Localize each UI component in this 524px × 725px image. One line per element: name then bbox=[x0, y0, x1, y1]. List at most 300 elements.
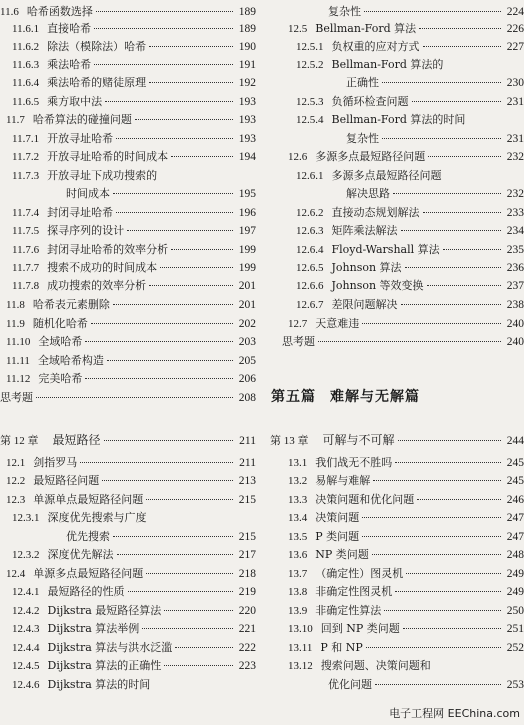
dot-leader bbox=[423, 46, 502, 47]
page-number: 193 bbox=[238, 96, 256, 108]
entry-number: 12.5.1 bbox=[296, 41, 324, 53]
entry-number: 12.6.6 bbox=[296, 280, 324, 292]
entry-title: 开放寻址哈希 bbox=[47, 132, 114, 145]
entry-number: 11.7.3 bbox=[12, 170, 40, 182]
toc-entry bbox=[270, 94, 524, 110]
toc-entry bbox=[0, 21, 256, 37]
toc-entry bbox=[0, 4, 256, 20]
toc-entry bbox=[270, 584, 524, 600]
entry-title: 乘法哈希 bbox=[47, 58, 92, 71]
dot-leader bbox=[171, 249, 233, 250]
entry-number: 13.10 bbox=[288, 623, 313, 635]
entry-title: 完美哈希 bbox=[38, 372, 83, 385]
dot-leader bbox=[80, 462, 233, 463]
entry-title: 剑指罗马 bbox=[33, 456, 78, 469]
dot-leader bbox=[428, 156, 501, 157]
entry-number: 第 13 章 bbox=[270, 435, 309, 447]
toc-entry bbox=[270, 547, 524, 563]
page-number: 237 bbox=[506, 280, 524, 292]
page-number: 251 bbox=[506, 623, 524, 635]
toc-entry bbox=[0, 278, 256, 294]
dot-leader bbox=[94, 64, 233, 65]
entry-title: 时间成本 bbox=[66, 187, 110, 200]
toc-entry bbox=[0, 186, 256, 202]
dot-leader bbox=[401, 230, 502, 231]
dot-leader bbox=[116, 212, 233, 213]
entry-number: 12.7 bbox=[288, 318, 308, 330]
page-number: 245 bbox=[506, 475, 524, 487]
page-number: 192 bbox=[238, 77, 256, 89]
toc-entry bbox=[270, 603, 524, 619]
dot-leader bbox=[91, 323, 233, 324]
page-number: 230 bbox=[506, 77, 524, 89]
toc-entry bbox=[0, 473, 256, 489]
entry-number: 11.7.1 bbox=[12, 133, 40, 145]
entry-number: 12.6 bbox=[288, 151, 308, 163]
page-number: 231 bbox=[506, 96, 524, 108]
entry-title: 开放寻址下成功搜索的 bbox=[47, 169, 158, 182]
entry-number: 12.4.2 bbox=[12, 605, 40, 617]
toc-entry bbox=[0, 492, 256, 508]
entry-title: 随机化哈希 bbox=[32, 317, 88, 330]
dot-leader bbox=[116, 138, 233, 139]
toc-entry bbox=[270, 149, 524, 165]
page-number: 235 bbox=[506, 244, 524, 256]
page-number: 231 bbox=[506, 133, 524, 145]
entry-number: 12.6.1 bbox=[296, 170, 324, 182]
dot-leader bbox=[362, 517, 501, 518]
toc-entry bbox=[270, 223, 524, 239]
page-number: 221 bbox=[238, 623, 256, 635]
toc-entry bbox=[270, 131, 524, 147]
page-number: 202 bbox=[238, 318, 256, 330]
entry-number: 13.9 bbox=[288, 605, 308, 617]
entry-number: 12.3.1 bbox=[12, 512, 40, 524]
entry-title: 搜索问题、决策问题和 bbox=[320, 659, 431, 672]
dot-leader bbox=[113, 193, 233, 194]
entry-title: 哈希算法的碰撞问题 bbox=[32, 113, 132, 126]
entry-title: 负权重的应对方式 bbox=[331, 40, 420, 53]
entry-title: 封闭寻址哈希 bbox=[47, 206, 114, 219]
dot-leader bbox=[318, 341, 501, 342]
entry-title: 直接动态规划解法 bbox=[331, 206, 420, 219]
page-number: 233 bbox=[506, 207, 524, 219]
dot-leader bbox=[149, 82, 233, 83]
entry-number: 13.4 bbox=[288, 512, 308, 524]
page-number: 199 bbox=[238, 244, 256, 256]
entry-title: 决策问题和优化问题 bbox=[315, 493, 415, 506]
toc-entry bbox=[0, 57, 256, 73]
dot-leader bbox=[406, 573, 501, 574]
entry-title: 探寻序列的设计 bbox=[47, 224, 125, 237]
toc-entry bbox=[270, 21, 524, 37]
dot-leader bbox=[107, 360, 233, 361]
dot-leader bbox=[142, 628, 233, 629]
entry-title: 全域哈希构造 bbox=[37, 354, 104, 367]
dot-leader bbox=[412, 101, 502, 102]
entry-number: 12.4.3 bbox=[12, 623, 40, 635]
toc-entry bbox=[270, 566, 524, 582]
toc-entry bbox=[270, 334, 524, 350]
entry-number: 11.12 bbox=[6, 373, 31, 385]
toc-entry bbox=[270, 473, 524, 489]
toc-entry bbox=[0, 640, 256, 656]
page-number: 201 bbox=[238, 299, 256, 311]
entry-title: 直接哈希 bbox=[47, 22, 92, 35]
entry-title: P 类问题 bbox=[315, 530, 360, 543]
entry-title: 多源多点最短路径问题 bbox=[331, 169, 442, 182]
entry-number: 13.3 bbox=[288, 494, 308, 506]
entry-title: 单源单点最短路径问题 bbox=[33, 493, 144, 506]
page-number: 223 bbox=[238, 660, 256, 672]
dot-leader bbox=[149, 46, 233, 47]
dot-leader bbox=[164, 665, 233, 666]
page-number: 220 bbox=[238, 605, 256, 617]
page-number: 232 bbox=[506, 188, 524, 200]
dot-leader bbox=[443, 249, 501, 250]
entry-number: 12.4 bbox=[6, 568, 26, 580]
dot-leader bbox=[105, 101, 233, 102]
entry-title: 回到 NP 类问题 bbox=[320, 622, 400, 635]
entry-title: 最短路径 bbox=[52, 433, 101, 447]
entry-title: 深度优先解法 bbox=[47, 548, 114, 561]
dot-leader bbox=[164, 610, 233, 611]
page-number: 211 bbox=[239, 435, 256, 447]
page-number: 196 bbox=[238, 207, 256, 219]
page-number: 222 bbox=[238, 642, 256, 654]
dot-leader bbox=[417, 499, 501, 500]
entry-number: 12.5.3 bbox=[296, 96, 324, 108]
entry-title: 多源多点最短路径问题 bbox=[315, 150, 426, 163]
dot-leader bbox=[117, 554, 234, 555]
page-number: 215 bbox=[238, 531, 256, 543]
toc-entry bbox=[0, 75, 256, 91]
toc-entry bbox=[270, 640, 524, 656]
entry-title: 哈希函数选择 bbox=[26, 5, 93, 18]
dot-leader bbox=[375, 684, 501, 685]
entry-number: 11.7.7 bbox=[12, 262, 40, 274]
part-label: 第五篇 bbox=[271, 389, 316, 405]
entry-number: 13.12 bbox=[288, 660, 313, 672]
entry-number: 12.5 bbox=[288, 23, 308, 35]
entry-number: 12.6.2 bbox=[296, 207, 324, 219]
entry-number: 12.6.5 bbox=[296, 262, 324, 274]
dot-leader bbox=[382, 138, 501, 139]
entry-number: 12.4.5 bbox=[12, 660, 40, 672]
dot-leader bbox=[102, 480, 233, 481]
toc-entry bbox=[0, 149, 256, 165]
dot-leader bbox=[85, 378, 233, 379]
toc-entry bbox=[270, 57, 524, 73]
entry-title: Floyd-Warshall 算法 bbox=[331, 243, 440, 256]
page-number: 247 bbox=[506, 512, 524, 524]
entry-title: 乘法哈希的赌徒原理 bbox=[47, 76, 147, 89]
toc-entry bbox=[0, 658, 256, 674]
entry-title: （确定性）图灵机 bbox=[315, 567, 404, 580]
dot-leader bbox=[364, 11, 501, 12]
toc-entry bbox=[270, 510, 524, 526]
page-number: 193 bbox=[238, 133, 256, 145]
entry-number: 11.10 bbox=[6, 336, 31, 348]
entry-number: 11.7 bbox=[6, 114, 25, 126]
dot-leader bbox=[401, 304, 502, 305]
page-number: 189 bbox=[238, 23, 256, 35]
entry-title: 非确定性算法 bbox=[315, 604, 382, 617]
toc-entry bbox=[0, 390, 256, 406]
dot-leader bbox=[135, 119, 233, 120]
toc-entry bbox=[270, 186, 524, 202]
page-number: 244 bbox=[506, 435, 524, 447]
page-number: 190 bbox=[238, 41, 256, 53]
page-number: 238 bbox=[506, 299, 524, 311]
page-number: 253 bbox=[506, 679, 524, 691]
page-number: 193 bbox=[238, 114, 256, 126]
dot-leader bbox=[94, 28, 233, 29]
entry-number: 11.6 bbox=[0, 6, 19, 18]
dot-leader bbox=[113, 536, 233, 537]
dot-leader bbox=[146, 499, 233, 500]
entry-title: 封闭寻址哈希的效率分析 bbox=[47, 243, 169, 256]
entry-title: 单源多点最短路径问题 bbox=[33, 567, 144, 580]
toc-entry bbox=[0, 260, 256, 276]
dot-leader bbox=[96, 11, 233, 12]
entry-number: 11.6.1 bbox=[12, 23, 40, 35]
page-number: 206 bbox=[238, 373, 256, 385]
page-number: 203 bbox=[238, 336, 256, 348]
toc-entry bbox=[0, 584, 256, 600]
entry-title: 除法（模除法）哈希 bbox=[47, 40, 147, 53]
page-number: 240 bbox=[506, 318, 524, 330]
entry-number: 13.7 bbox=[288, 568, 308, 580]
page-number: 195 bbox=[238, 188, 256, 200]
entry-number: 12.5.2 bbox=[296, 59, 324, 71]
page-number: 227 bbox=[506, 41, 524, 53]
page-number: 197 bbox=[238, 225, 256, 237]
page-number: 199 bbox=[238, 262, 256, 274]
entry-number: 11.6.2 bbox=[12, 41, 40, 53]
entry-title: Bellman-Ford 算法 bbox=[315, 22, 417, 35]
entry-title: NP 类问题 bbox=[315, 548, 369, 561]
entry-title: 优先搜索 bbox=[66, 530, 110, 543]
entry-title: Dijkstra 最短路径算法 bbox=[47, 604, 162, 617]
entry-title: 搜索不成功的时间成本 bbox=[47, 261, 158, 274]
entry-title: Bellman-Ford 算法的 bbox=[331, 58, 444, 71]
page-number: 249 bbox=[506, 586, 524, 598]
toc-entry bbox=[270, 242, 524, 258]
entry-title: 乘方取中法 bbox=[47, 95, 103, 108]
page-number: 250 bbox=[506, 605, 524, 617]
entry-number: 11.7.2 bbox=[12, 151, 40, 163]
toc-entry bbox=[0, 112, 256, 128]
page-number: 218 bbox=[238, 568, 256, 580]
entry-number: 13.11 bbox=[288, 642, 313, 654]
page-number: 189 bbox=[238, 6, 256, 18]
toc-entry bbox=[270, 492, 524, 508]
entry-title: Johnson 等效变换 bbox=[331, 279, 424, 292]
toc-entry bbox=[270, 297, 524, 313]
entry-title: Dijkstra 算法与洪水泛滥 bbox=[47, 641, 173, 654]
entry-number: 11.7.5 bbox=[12, 225, 40, 237]
toc-entry bbox=[270, 168, 524, 184]
page-number: 226 bbox=[506, 23, 524, 35]
toc-entry bbox=[0, 168, 256, 184]
entry-number: 12.1 bbox=[6, 457, 26, 469]
entry-number: 12.6.7 bbox=[296, 299, 324, 311]
entry-title: Dijkstra 算法举例 bbox=[47, 622, 140, 635]
toc-entry bbox=[270, 316, 524, 332]
entry-title: 哈希表元素删除 bbox=[32, 298, 110, 311]
dot-leader bbox=[398, 440, 501, 441]
toc-entry bbox=[0, 131, 256, 147]
toc-entry bbox=[0, 677, 256, 693]
dot-leader bbox=[171, 156, 233, 157]
toc-entry bbox=[0, 94, 256, 110]
entry-title: 决策问题 bbox=[315, 511, 360, 524]
page-number: 215 bbox=[238, 494, 256, 506]
toc-entry bbox=[270, 677, 524, 693]
toc-entry bbox=[270, 205, 524, 221]
dot-leader bbox=[113, 304, 233, 305]
toc-entry bbox=[0, 316, 256, 332]
toc-entry bbox=[270, 260, 524, 276]
entry-number: 11.7.8 bbox=[12, 280, 40, 292]
entry-title: 全域哈希 bbox=[38, 335, 83, 348]
entry-number: 12.6.3 bbox=[296, 225, 324, 237]
page-number: 247 bbox=[506, 531, 524, 543]
dot-leader bbox=[146, 573, 233, 574]
entry-number: 13.6 bbox=[288, 549, 308, 561]
dot-leader bbox=[36, 397, 233, 398]
entry-number: 11.11 bbox=[6, 355, 30, 367]
toc-entry bbox=[0, 621, 256, 637]
toc-entry bbox=[0, 353, 256, 369]
toc-entry bbox=[0, 39, 256, 55]
dot-leader bbox=[384, 610, 501, 611]
page-number: 201 bbox=[238, 280, 256, 292]
entry-title: 复杂性 bbox=[328, 5, 361, 18]
entry-title: 非确定性图灵机 bbox=[315, 585, 393, 598]
entry-number: 第 12 章 bbox=[0, 435, 39, 447]
toc-entry bbox=[270, 621, 524, 637]
toc-entry bbox=[0, 371, 256, 387]
dot-leader bbox=[362, 536, 501, 537]
entry-title: Dijkstra 算法的正确性 bbox=[47, 659, 162, 672]
entry-title: Dijkstra 算法的时间 bbox=[47, 678, 151, 691]
entry-title: 深度优先搜索与广度 bbox=[47, 511, 147, 524]
dot-leader bbox=[104, 440, 233, 441]
dot-leader bbox=[85, 341, 233, 342]
chapter-entry bbox=[0, 432, 256, 448]
toc-entry bbox=[270, 4, 524, 20]
page-number: 219 bbox=[238, 586, 256, 598]
entry-title: 最短路径的性质 bbox=[47, 585, 125, 598]
dot-leader bbox=[393, 193, 501, 194]
page-number: 240 bbox=[506, 336, 524, 348]
page-number: 252 bbox=[506, 642, 524, 654]
entry-title: 矩阵乘法解法 bbox=[331, 224, 398, 237]
entry-number: 11.8 bbox=[6, 299, 25, 311]
toc-entry bbox=[0, 455, 256, 471]
entry-title: 负循环检查问题 bbox=[331, 95, 409, 108]
toc-entry bbox=[270, 455, 524, 471]
dot-leader bbox=[405, 267, 501, 268]
entry-number: 13.5 bbox=[288, 531, 308, 543]
entry-title: 正确性 bbox=[346, 76, 379, 89]
page-number: 205 bbox=[238, 355, 256, 367]
page-number: 249 bbox=[506, 568, 524, 580]
entry-title: 天意难违 bbox=[315, 317, 360, 330]
entry-title: Bellman-Ford 算法的时间 bbox=[331, 113, 466, 126]
dot-leader bbox=[160, 267, 233, 268]
page-number: 245 bbox=[506, 457, 524, 469]
entry-number: 11.7.6 bbox=[12, 244, 40, 256]
page-number: 191 bbox=[238, 59, 256, 71]
dot-leader bbox=[395, 591, 501, 592]
entry-title: 易解与难解 bbox=[315, 474, 371, 487]
toc-entry bbox=[0, 334, 256, 350]
page-number: 194 bbox=[238, 151, 256, 163]
page-number: 248 bbox=[506, 549, 524, 561]
entry-title: 我们战无不胜吗 bbox=[315, 456, 393, 469]
toc-entry bbox=[270, 39, 524, 55]
entry-number: 12.3 bbox=[6, 494, 26, 506]
toc-entry bbox=[0, 566, 256, 582]
entry-title: 思考题 bbox=[0, 391, 33, 404]
toc-entry bbox=[270, 75, 524, 91]
page-number: 246 bbox=[506, 494, 524, 506]
entry-title: 思考题 bbox=[282, 335, 315, 348]
entry-title: 最短路径问题 bbox=[33, 474, 100, 487]
dot-leader bbox=[403, 628, 501, 629]
dot-leader bbox=[395, 462, 501, 463]
entry-number: 12.4.4 bbox=[12, 642, 40, 654]
dot-leader bbox=[362, 323, 501, 324]
entry-number: 12.4.1 bbox=[12, 586, 40, 598]
toc-entry bbox=[0, 205, 256, 221]
entry-number: 11.6.4 bbox=[12, 77, 40, 89]
dot-leader bbox=[149, 285, 233, 286]
page-number: 217 bbox=[238, 549, 256, 561]
watermark: 电子工程网 EEChina.com bbox=[389, 707, 520, 720]
dot-leader bbox=[427, 285, 501, 286]
toc-entry bbox=[0, 297, 256, 313]
entry-title: 可解与不可解 bbox=[322, 433, 395, 447]
dot-leader bbox=[372, 554, 501, 555]
page-number: 224 bbox=[506, 6, 524, 18]
entry-title: 差限问题解决 bbox=[331, 298, 398, 311]
entry-title: 优化问题 bbox=[328, 678, 372, 691]
entry-number: 12.3.2 bbox=[12, 549, 40, 561]
entry-number: 13.1 bbox=[288, 457, 308, 469]
page-number: 236 bbox=[506, 262, 524, 274]
dot-leader bbox=[127, 230, 233, 231]
toc-entry bbox=[0, 510, 256, 526]
toc-entry bbox=[270, 278, 524, 294]
page-number: 234 bbox=[506, 225, 524, 237]
entry-number: 11.6.5 bbox=[12, 96, 40, 108]
entry-title: Johnson 算法 bbox=[331, 261, 402, 274]
entry-number: 13.2 bbox=[288, 475, 308, 487]
toc-entry bbox=[0, 547, 256, 563]
entry-title: 开放寻址哈希的时间成本 bbox=[47, 150, 169, 163]
dot-leader bbox=[419, 28, 501, 29]
page-number: 208 bbox=[238, 392, 256, 404]
dot-leader bbox=[373, 480, 501, 481]
entry-title: 解决思路 bbox=[346, 187, 390, 200]
toc-entry bbox=[0, 242, 256, 258]
page-number: 213 bbox=[238, 475, 256, 487]
dot-leader bbox=[423, 212, 502, 213]
